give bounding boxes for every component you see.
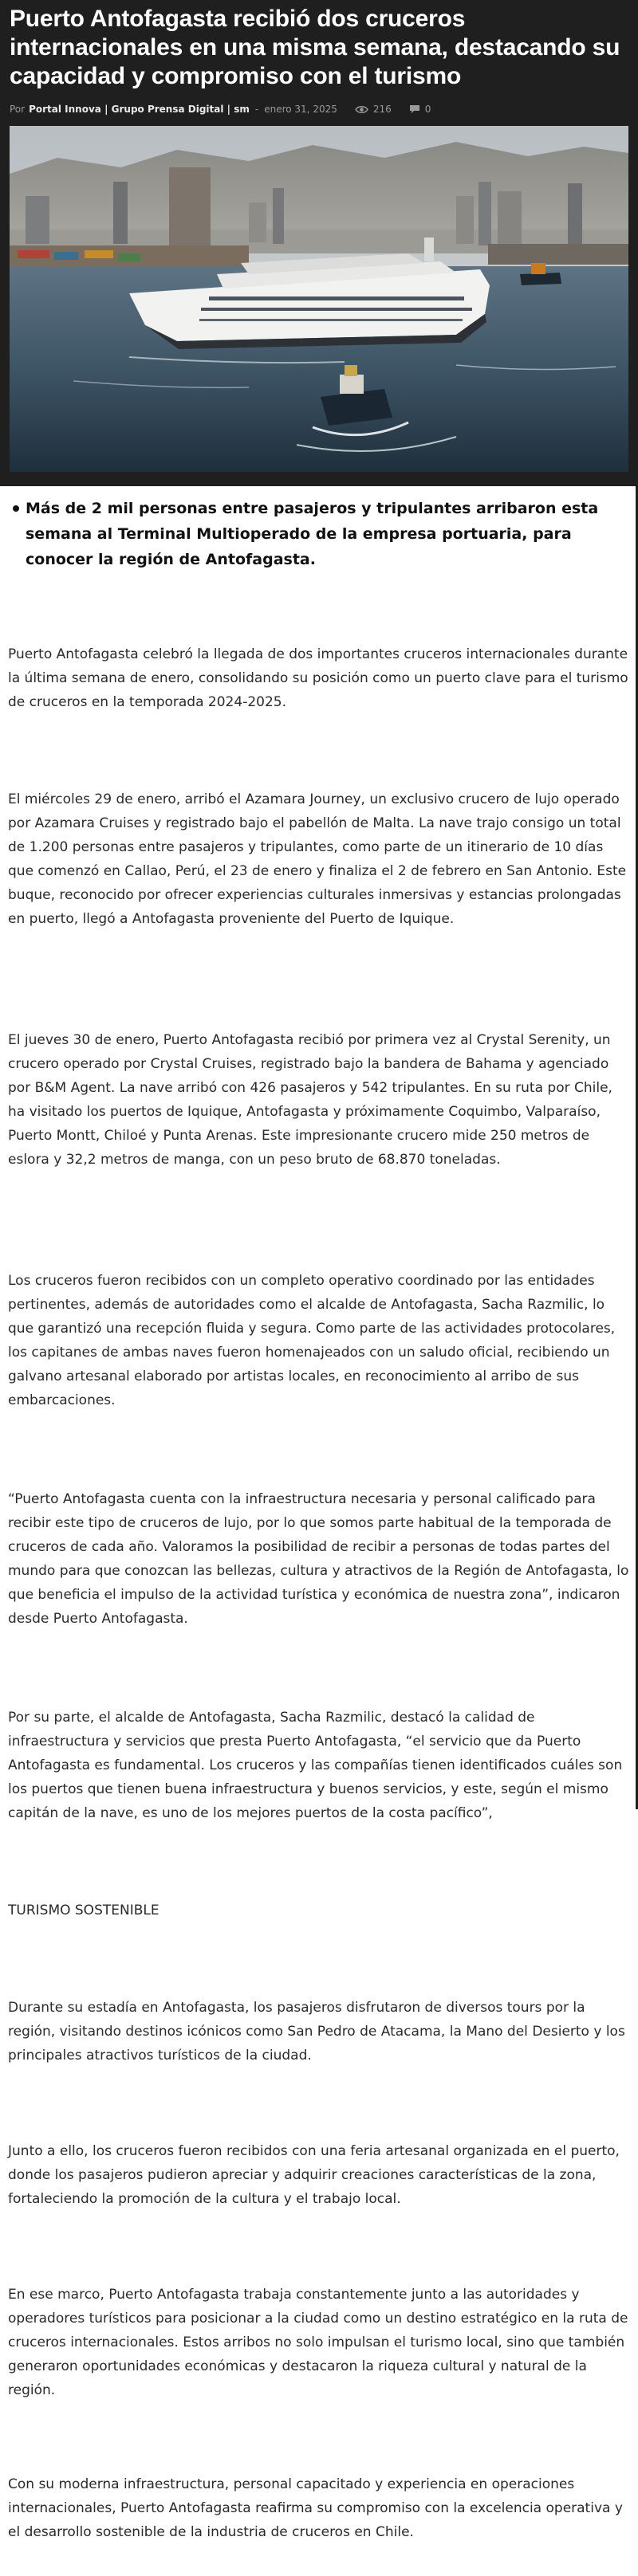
- paragraph-2: El miércoles 29 de enero, arribó el Azamara Journey, un exclusivo crucero de lujo operado por Azamara Cruises y registrado bajo el pabellón de Malta. La nave trajo consigo un total de 1.200 personas entre pasajeros y tripulantes, como parte de un itinerario de 10 días que comenzó en Callao, Perú, el 23 de enero y finaliza el 2 de febrero en San Antonio. Este buque, reconocido por ofrecer experiencias culturales inmersivas y estancias prolongadas en puerto, llegó a Antofagasta proveniente del Puerto de Iquique.: [8, 791, 627, 927]
- publish-date: enero 31, 2025: [264, 104, 337, 115]
- paragraph-3: El jueves 30 de enero, Puerto Antofagasta recibió por primera vez al Crystal Serenity, un crucero operado por Crystal Cruises, registrado bajo la bandera de Bahama y agenciado por B&M Agent. La nave arribó con 426 pasajeros y 542 tripulantes. En su ruta por Chile, ha visitado los puertos de Iquique, Antofagasta y próximamente Coquimbo, Valparaíso, Puerto Montt, Chiloé y Punta Arenas. Este impresionante crucero mide 250 metros de eslora y 32,2 metros de manga, con un peso bruto de 68.870 toneladas.: [8, 1032, 612, 1168]
- author-link[interactable]: Portal Innova | Grupo Prensa Digital | sm: [29, 104, 250, 115]
- paragraph-10: Con su moderna infraestructura, personal capacitado y experiencia en operaciones internacionales, Puerto Antofagasta reafirma su compromiso con la excelencia operativa y el desarrollo sostenible de la industria de cruceros en Chile.: [8, 2476, 623, 2540]
- paragraph-5: “Puerto Antofagasta cuenta con la infraestructura necesaria y personal calificado para recibir este tipo de cruceros de lujo, por lo que somos parte habitual de la temporada de cruceros de cada año. Valoramos la posibilidad de recibir a personas de todas partes del mundo para que conozcan las bellezas, cultura y atractivos de la Región de Antofagasta, lo que beneficia el impulso de la actividad turística y económica de nuestra zona”, indicaron desde Puerto Antofagasta.: [8, 1491, 629, 1627]
- comments-count[interactable]: [409, 104, 431, 115]
- paragraph-7: Durante su estadía en Antofagasta, los pasajeros disfrutaron de diversos tours por la región, visitando destinos icónicos como San Pedro de Atacama, la Mano del Desierto y los principales atractivos turísticos de la ciudad.: [8, 2000, 625, 2064]
- article-lead: [0, 486, 638, 620]
- lead-item: Más de 2 mil personas entre pasajeros y tripulantes arribaron esta semana al Terminal Multioperado de la empresa portuaria, para conocer la región de Antofagasta.: [26, 496, 620, 572]
- comment-icon: [409, 104, 420, 114]
- lead-list: [26, 496, 620, 572]
- article-header: [0, 0, 638, 118]
- section-heading-sustainable-tourism: TURISMO SOSTENIBLE: [8, 1903, 160, 1918]
- by-label: Por: [10, 104, 26, 115]
- meta-separator: -: [254, 104, 259, 115]
- views-value: 216: [372, 104, 392, 115]
- article-meta: [10, 104, 628, 115]
- comments-value: 0: [424, 104, 431, 115]
- eye-icon: [355, 105, 368, 114]
- paragraph-8: Junto a ello, los cruceros fueron recibidos con una feria artesanal organizada en el puerto, donde los pasajeros pudieron apreciar y adquirir creaciones características de la zona, fortaleciendo la promoción de la cultura y el trabajo local.: [8, 2143, 620, 2207]
- paragraph-9: En ese marco, Puerto Antofagasta trabaja constantemente junto a las autoridades y operadores turísticos para posicionar a la ciudad como un destino estratégico en la ruta de cruceros internacionales. Estos arribos no solo impulsan el turismo local, sino que también generaron oportunidades económicas y destacaron la riqueza cultural y natural de la región.: [8, 2287, 628, 2398]
- article-title: Puerto Antofagasta recibió dos cruceros internacionales en una misma semana, destacando su capacidad y compromiso con el turismo: [10, 6, 620, 89]
- paragraph-6: Por su parte, el alcalde de Antofagasta, Sacha Razmilic, destacó la calidad de infraestructura y servicios que presta Puerto Antofagasta, “el servicio que da Puerto Antofagasta es fundamental. Los cruceros y las compañías tienen identificados cuáles son los puertos que tienen buena infraestructura y buenos servicios, y este, según el mismo capitán de la nave, es uno de los mejores puertos de la costa pacífico”,: [8, 1710, 623, 1821]
- paragraph-4: Los cruceros fueron recibidos con un completo operativo coordinado por las entidades pertinentes, además de autoridades como el alcalde de Antofagasta, Sacha Razmilic, lo que garantizó una recepción fluida y segura. Como parte de las actividades protocolares, los capitanes de ambas naves fueron homenajeados con un saludo oficial, recibiendo un galvano artesanal elaborado por artistas locales, en reconocimiento al arribo de sus embarcaciones.: [8, 1273, 616, 1408]
- hero-image-container: [0, 118, 638, 486]
- paragraph-1: Puerto Antofagasta celebró la llegada de dos importantes cruceros internacionales durante la última semana de enero, consolidando su posición como un puerto clave para el turismo de cruceros en la temporada 2024-2025.: [8, 646, 628, 710]
- views-count: [355, 104, 392, 115]
- hero-image-cruise-ship: [10, 126, 628, 472]
